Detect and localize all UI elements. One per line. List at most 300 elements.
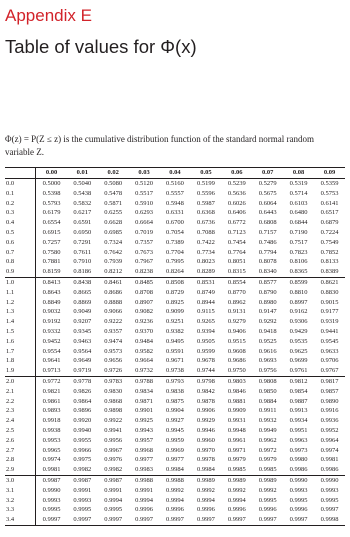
phi-value-cell: 0.9861	[42, 397, 61, 405]
z-value-cell: 2.3	[5, 406, 36, 416]
table-header	[5, 168, 345, 179]
phi-value-cell: 0.7580	[42, 248, 61, 256]
phi-value-cell: 0.8770	[227, 288, 246, 296]
phi-value-cell: 0.8962	[227, 298, 246, 306]
phi-value-cell: 0.7704	[166, 248, 184, 256]
table-row	[5, 288, 345, 298]
table-row	[5, 317, 345, 327]
z-value-cell: 1.0	[5, 277, 36, 287]
table-row	[5, 496, 345, 506]
phi-value-cell: 0.8413	[36, 277, 67, 287]
table-row	[5, 505, 345, 515]
phi-value-cell: 0.9864	[73, 397, 92, 405]
phi-value-cell: 0.9633	[320, 347, 339, 355]
phi-value-cell: 0.8790	[258, 288, 277, 296]
phi-value-cell: 0.7422	[196, 238, 215, 246]
phi-value-cell: 0.5080	[104, 180, 123, 187]
phi-value-cell: 0.9997	[160, 515, 191, 525]
phi-value-cell: 0.7517	[289, 238, 308, 246]
phi-value-cell: 0.6808	[258, 219, 277, 227]
phi-value-cell: 0.9997	[98, 515, 129, 525]
phi-value-cell: 0.9994	[227, 496, 246, 504]
phi-value-cell: 0.9940	[73, 426, 92, 434]
phi-value-cell: 0.7224	[320, 228, 339, 236]
column-header: 0.07	[252, 168, 283, 179]
phi-value-cell: 0.9927	[166, 417, 184, 425]
phi-value-cell: 0.9996	[289, 506, 308, 514]
table-row	[5, 436, 345, 446]
table-row	[5, 307, 345, 317]
z-value-cell: 2.1	[5, 387, 36, 397]
phi-value-cell: 0.9984	[166, 466, 184, 474]
phi-value-cell: 0.9993	[73, 496, 92, 504]
phi-value-cell: 0.9319	[320, 318, 339, 326]
table-row	[5, 515, 345, 525]
phi-value-cell: 0.8599	[283, 277, 314, 287]
table-body	[5, 179, 345, 526]
phi-value-cell: 0.5987	[196, 199, 215, 207]
phi-value-cell: 0.9901	[135, 407, 154, 415]
phi-value-cell: 0.8749	[196, 288, 215, 296]
column-header: 0.00	[36, 168, 67, 179]
phi-value-cell: 0.7088	[196, 228, 215, 236]
phi-value-cell: 0.8365	[289, 268, 308, 276]
z-value-cell: 1.9	[5, 366, 36, 376]
phi-value-cell: 0.9394	[196, 327, 215, 335]
phi-value-cell: 0.9554	[42, 347, 61, 355]
phi-value-cell: 0.9941	[104, 426, 123, 434]
phi-value-cell: 0.9913	[289, 407, 308, 415]
phi-value-cell: 0.8078	[258, 258, 277, 266]
phi-value-cell: 0.8708	[135, 288, 154, 296]
column-header: 0.01	[67, 168, 98, 179]
phi-value-cell: 0.9925	[135, 417, 154, 425]
phi-value-cell: 0.9706	[320, 357, 339, 365]
phi-value-cell: 0.5832	[73, 199, 92, 207]
phi-value-cell: 0.6950	[73, 228, 92, 236]
phi-value-cell: 0.9998	[314, 515, 345, 525]
phi-value-cell: 0.9898	[104, 407, 123, 415]
phi-value-cell: 0.8980	[258, 298, 277, 306]
phi-value-cell: 0.5714	[289, 189, 308, 197]
phi-value-cell: 0.9987	[98, 475, 129, 485]
phi-value-cell: 0.5040	[73, 180, 92, 187]
phi-value-cell: 0.7673	[135, 248, 154, 256]
phi-value-cell: 0.5636	[227, 189, 246, 197]
table-row	[5, 189, 345, 199]
phi-value-cell: 0.9994	[135, 496, 154, 504]
column-header: 0.09	[314, 168, 345, 179]
phi-value-cell: 0.9963	[289, 436, 308, 444]
phi-value-cell: 0.9970	[196, 446, 215, 454]
phi-value-cell: 0.9049	[73, 308, 92, 316]
phi-value-cell: 0.9904	[166, 407, 184, 415]
intro-text: Φ(z) = P(Z ≤ z) is the cumulative distribution function of the standard normal random variable Z.	[5, 134, 315, 157]
phi-value-cell: 0.8729	[166, 288, 184, 296]
phi-value-cell: 0.7881	[42, 258, 61, 266]
phi-value-cell: 0.5557	[166, 189, 184, 197]
phi-value-cell: 0.8461	[98, 277, 129, 287]
table-row	[5, 337, 345, 347]
z-value-cell: 2.6	[5, 436, 36, 446]
phi-value-cell: 0.9608	[227, 347, 246, 355]
phi-value-cell: 0.9995	[42, 506, 61, 514]
phi-value-cell: 0.9981	[320, 456, 339, 464]
phi-value-cell: 0.9977	[135, 456, 154, 464]
phi-value-cell: 0.9932	[258, 417, 277, 425]
phi-value-cell: 0.9981	[42, 466, 61, 474]
table-row	[5, 267, 345, 277]
phi-value-cell: 0.9996	[258, 506, 277, 514]
phi-value-cell: 0.9678	[196, 357, 215, 365]
phi-value-cell: 0.7454	[227, 238, 246, 246]
phi-value-cell: 0.9997	[190, 515, 221, 525]
phi-value-cell: 0.9997	[283, 515, 314, 525]
phi-value-cell: 0.9875	[166, 397, 184, 405]
phi-value-cell: 0.9996	[196, 506, 215, 514]
phi-value-cell: 0.9793	[160, 376, 191, 386]
phi-value-cell: 0.9959	[166, 436, 184, 444]
phi-value-cell: 0.9265	[196, 318, 215, 326]
phi-value-cell: 0.8389	[320, 268, 339, 276]
phi-value-cell: 0.9177	[320, 308, 339, 316]
phi-value-cell: 0.9949	[258, 426, 277, 434]
table-row	[5, 248, 345, 258]
z-value-cell: 2.5	[5, 426, 36, 436]
phi-value-cell: 0.7939	[104, 258, 123, 266]
z-value-cell: 0.4	[5, 218, 36, 228]
phi-value-cell: 0.9920	[73, 417, 92, 425]
phi-value-cell: 0.8665	[73, 288, 92, 296]
phi-value-cell: 0.9535	[289, 337, 308, 345]
phi-value-cell: 0.9972	[258, 446, 277, 454]
phi-value-cell: 0.9767	[320, 367, 339, 375]
table-row	[5, 356, 345, 366]
phi-value-cell: 0.9830	[104, 387, 123, 395]
phi-value-cell: 0.9616	[258, 347, 277, 355]
phi-value-cell: 0.9990	[283, 475, 314, 485]
phi-value-cell: 0.9515	[227, 337, 246, 345]
column-header: 0.08	[283, 168, 314, 179]
z-value-cell: 1.4	[5, 317, 36, 327]
phi-value-cell: 0.9945	[166, 426, 184, 434]
z-value-cell: 0.6	[5, 238, 36, 248]
table-row	[5, 486, 345, 496]
phi-value-cell: 0.7794	[258, 248, 277, 256]
phi-value-cell: 0.9982	[104, 466, 123, 474]
phi-value-cell: 0.9066	[104, 308, 123, 316]
phi-value-cell: 0.5517	[135, 189, 154, 197]
z-value-cell: 0.7	[5, 248, 36, 258]
phi-value-cell: 0.7549	[320, 238, 339, 246]
phi-value-cell: 0.7291	[73, 238, 92, 246]
phi-value-cell: 0.7995	[166, 258, 184, 266]
phi-value-cell: 0.9983	[135, 466, 154, 474]
phi-value-cell: 0.9783	[98, 376, 129, 386]
phi-value-cell: 0.9980	[289, 456, 308, 464]
phi-value-cell: 0.9922	[104, 417, 123, 425]
phi-value-cell: 0.9997	[67, 515, 98, 525]
phi-value-cell: 0.8106	[289, 258, 308, 266]
phi-value-cell: 0.9207	[73, 318, 92, 326]
phi-value-cell: 0.7611	[73, 248, 92, 256]
phi-value-cell: 0.9693	[258, 357, 277, 365]
phi-value-cell: 0.9599	[196, 347, 215, 355]
phi-value-cell: 0.9967	[104, 446, 123, 454]
phi-value-cell: 0.9821	[42, 387, 61, 395]
phi-value-cell: 0.5199	[196, 180, 215, 187]
phi-value-cell: 0.9992	[227, 486, 246, 494]
phi-value-cell: 0.8508	[160, 277, 191, 287]
phi-value-cell: 0.8289	[196, 268, 215, 276]
phi-value-cell: 0.5478	[104, 189, 123, 197]
phi-value-cell: 0.9236	[135, 318, 154, 326]
phi-value-cell: 0.9251	[166, 318, 184, 326]
phi-value-cell: 0.9988	[160, 475, 191, 485]
phi-value-cell: 0.9974	[42, 456, 61, 464]
z-value-cell: 1.5	[5, 327, 36, 337]
z-value-cell: 1.1	[5, 288, 36, 298]
phi-value-cell: 0.9772	[36, 376, 67, 386]
phi-value-cell: 0.9994	[166, 496, 184, 504]
phi-value-cell: 0.9994	[196, 496, 215, 504]
z-value-cell: 0.1	[5, 189, 36, 199]
z-value-cell: 3.4	[5, 515, 36, 525]
phi-value-cell: 0.9495	[166, 337, 184, 345]
phi-value-cell: 0.6026	[227, 199, 246, 207]
phi-value-cell: 0.9991	[73, 486, 92, 494]
phi-value-cell: 0.9756	[258, 367, 277, 375]
phi-value-cell: 0.5359	[320, 180, 339, 187]
phi-value-cell: 0.9993	[320, 486, 339, 494]
phi-value-cell: 0.8810	[289, 288, 308, 296]
phi-value-cell: 0.8159	[42, 268, 61, 276]
z-value-cell: 0.0	[5, 179, 36, 189]
phi-value-cell: 0.9505	[196, 337, 215, 345]
phi-value-cell: 0.8212	[104, 268, 123, 276]
phi-value-cell: 0.9744	[196, 367, 215, 375]
table-row	[5, 426, 345, 436]
phi-value-cell: 0.9162	[289, 308, 308, 316]
z-value-cell: 0.3	[5, 208, 36, 218]
phi-value-cell: 0.9082	[135, 308, 154, 316]
z-value-cell: 3.3	[5, 505, 36, 515]
column-header: 0.02	[98, 168, 129, 179]
phi-value-cell: 0.5279	[258, 180, 277, 187]
phi-value-cell: 0.9943	[135, 426, 154, 434]
z-value-cell: 2.2	[5, 397, 36, 407]
phi-value-cell: 0.8944	[196, 298, 215, 306]
phi-value-cell: 0.9332	[42, 327, 61, 335]
z-value-cell: 2.7	[5, 446, 36, 456]
phi-value-cell: 0.7054	[166, 228, 184, 236]
z-value-cell: 3.0	[5, 475, 36, 485]
phi-value-cell: 0.8531	[190, 277, 221, 287]
phi-value-cell: 0.9997	[36, 515, 67, 525]
phi-value-cell: 0.8023	[196, 258, 215, 266]
phi-value-cell: 0.9997	[320, 506, 339, 514]
phi-value-cell: 0.9441	[320, 327, 339, 335]
phi-value-cell: 0.9750	[227, 367, 246, 375]
phi-value-cell: 0.9990	[314, 475, 345, 485]
phi-value-cell: 0.9778	[67, 376, 98, 386]
table-row	[5, 277, 345, 287]
phi-value-cell: 0.6554	[42, 219, 61, 227]
phi-value-cell: 0.7642	[104, 248, 123, 256]
phi-value-cell: 0.9306	[289, 318, 308, 326]
header-row	[5, 168, 345, 179]
phi-value-cell: 0.9994	[104, 496, 123, 504]
phi-value-cell: 0.9965	[42, 446, 61, 454]
phi-value-cell: 0.9973	[289, 446, 308, 454]
z-value-cell: 1.7	[5, 347, 36, 357]
phi-value-cell: 0.9798	[190, 376, 221, 386]
z-value-cell: 3.2	[5, 496, 36, 506]
phi-value-cell: 0.9960	[196, 436, 215, 444]
phi-value-cell: 0.8643	[42, 288, 61, 296]
phi-value-cell: 0.9896	[73, 407, 92, 415]
phi-value-cell: 0.9582	[135, 347, 154, 355]
table-row	[5, 228, 345, 238]
phi-value-cell: 0.9192	[42, 318, 61, 326]
phi-value-cell: 0.9808	[252, 376, 283, 386]
z-value-cell: 0.2	[5, 199, 36, 209]
phi-value-cell: 0.8686	[104, 288, 123, 296]
phi-value-cell: 0.6406	[227, 209, 246, 217]
appendix-label: Appendix E	[5, 6, 92, 25]
phi-value-cell: 0.6368	[196, 209, 215, 217]
phi-value-cell: 0.5596	[196, 189, 215, 197]
phi-value-cell: 0.8925	[166, 298, 184, 306]
z-column-header	[5, 168, 36, 179]
column-header: 0.04	[160, 168, 191, 179]
phi-value-cell: 0.9656	[104, 357, 123, 365]
phi-value-cell: 0.9474	[104, 337, 123, 345]
phi-value-cell: 0.9671	[166, 357, 184, 365]
phi-value-cell: 0.9032	[42, 308, 61, 316]
table-row	[5, 208, 345, 218]
phi-value-cell: 0.9979	[227, 456, 246, 464]
phi-value-cell: 0.9961	[227, 436, 246, 444]
phi-value-cell: 0.6772	[227, 219, 246, 227]
phi-value-cell: 0.9985	[258, 466, 277, 474]
phi-value-cell: 0.9996	[227, 506, 246, 514]
phi-value-cell: 0.7324	[104, 238, 123, 246]
phi-value-cell: 0.9890	[320, 397, 339, 405]
phi-value-cell: 0.8133	[320, 258, 339, 266]
phi-value-cell: 0.9936	[320, 417, 339, 425]
phi-value-cell: 0.7967	[135, 258, 154, 266]
phi-value-cell: 0.9984	[196, 466, 215, 474]
phi-value-cell: 0.8315	[227, 268, 246, 276]
phi-table	[5, 167, 345, 526]
phi-value-cell: 0.9995	[258, 496, 277, 504]
z-value-cell: 1.3	[5, 307, 36, 317]
phi-value-cell: 0.9463	[73, 337, 92, 345]
z-value-cell: 1.8	[5, 356, 36, 366]
phi-value-cell: 0.9956	[104, 436, 123, 444]
table-row	[5, 327, 345, 337]
phi-value-cell: 0.9911	[258, 407, 277, 415]
table-row	[5, 298, 345, 308]
table-row	[5, 465, 345, 475]
phi-value-cell: 0.9115	[197, 308, 215, 316]
phi-value-cell: 0.6591	[73, 219, 92, 227]
phi-value-cell: 0.9881	[227, 397, 246, 405]
phi-value-cell: 0.6915	[42, 228, 61, 236]
phi-value-cell: 0.5753	[320, 189, 339, 197]
phi-value-cell: 0.7389	[166, 238, 184, 246]
phi-value-cell: 0.5948	[166, 199, 184, 207]
phi-value-cell: 0.9990	[42, 486, 61, 494]
phi-value-cell: 0.9625	[289, 347, 308, 355]
phi-value-cell: 0.9989	[252, 475, 283, 485]
phi-value-cell: 0.9992	[258, 486, 277, 494]
column-header: 0.05	[190, 168, 221, 179]
phi-value-cell: 0.9996	[135, 506, 154, 514]
phi-value-cell: 0.6103	[289, 199, 308, 207]
phi-value-cell: 0.9995	[73, 506, 92, 514]
phi-value-cell: 0.9966	[73, 446, 92, 454]
table-row	[5, 475, 345, 485]
phi-value-cell: 0.9997	[129, 515, 160, 525]
table-row	[5, 446, 345, 456]
phi-value-cell: 0.9854	[289, 387, 308, 395]
phi-value-cell: 0.9916	[320, 407, 339, 415]
phi-value-cell: 0.9887	[289, 397, 308, 405]
phi-value-cell: 0.9962	[258, 436, 277, 444]
phi-value-cell: 0.9931	[227, 417, 246, 425]
phi-value-cell: 0.9989	[221, 475, 252, 485]
phi-value-cell: 0.9826	[73, 387, 92, 395]
phi-value-cell: 0.9993	[289, 486, 308, 494]
phi-value-cell: 0.8186	[73, 268, 92, 276]
phi-value-cell: 0.9938	[42, 426, 61, 434]
phi-value-cell: 0.9686	[227, 357, 246, 365]
phi-value-cell: 0.8438	[67, 277, 98, 287]
phi-value-cell: 0.6664	[135, 219, 154, 227]
phi-value-cell: 0.8340	[258, 268, 277, 276]
phi-value-cell: 0.6255	[104, 209, 123, 217]
z-value-cell: 1.2	[5, 298, 36, 308]
phi-value-cell: 0.6985	[104, 228, 123, 236]
phi-value-cell: 0.5239	[227, 180, 246, 187]
phi-value-cell: 0.9838	[166, 387, 184, 395]
phi-value-cell: 0.9918	[42, 417, 61, 425]
phi-value-cell: 0.9357	[104, 327, 123, 335]
z-value-cell: 0.8	[5, 257, 36, 267]
phi-value-cell: 0.9738	[166, 367, 184, 375]
phi-value-cell: 0.5438	[73, 189, 92, 197]
phi-value-cell: 0.7852	[320, 248, 339, 256]
phi-value-cell: 0.6517	[320, 209, 339, 217]
phi-value-cell: 0.8907	[135, 298, 154, 306]
phi-value-cell: 0.9664	[135, 357, 154, 365]
phi-value-cell: 0.9761	[289, 367, 308, 375]
phi-value-cell: 0.9842	[196, 387, 215, 395]
phi-value-cell: 0.9992	[196, 486, 215, 494]
phi-value-cell: 0.6331	[166, 209, 184, 217]
phi-value-cell: 0.7257	[42, 238, 61, 246]
phi-value-cell: 0.9345	[73, 327, 92, 335]
phi-value-cell: 0.9997	[221, 515, 252, 525]
phi-value-cell: 0.5871	[104, 199, 123, 207]
phi-value-cell: 0.9995	[289, 496, 308, 504]
phi-value-cell: 0.9988	[129, 475, 160, 485]
phi-value-cell: 0.9987	[67, 475, 98, 485]
table-row	[5, 199, 345, 209]
phi-value-cell: 0.5319	[289, 180, 308, 187]
